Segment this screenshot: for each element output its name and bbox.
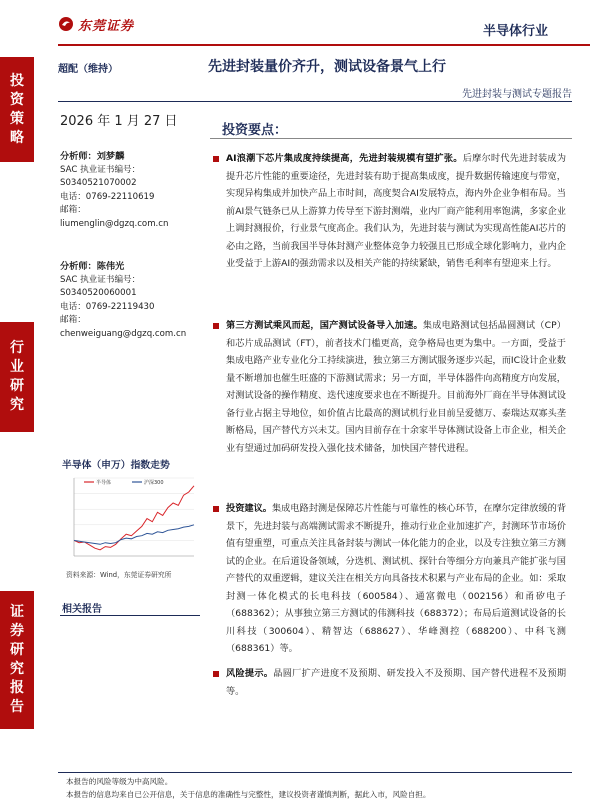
key-points-divider — [210, 138, 572, 139]
footer-risk-level: 本报告的风险等级为中高风险。 — [66, 777, 173, 786]
key-point-body: 后摩尔时代先进封装成为提升芯片性能的重要途径，先进封装有助于提高集成度，提升数据传输速度与带宽，实现异构集成并加快产品上市时间，高度契合AI发展特点，海内外企业争相布局。当前AI景气链条已从上游算力传导至下游封测端，业内厂商产能利用率饱满，多家企业上调封测报价，行业景气度高企。我们认为，先进封装与测试为实现高性能AI芯片的必由之路，当前我国半导体封测产业整体竞争力较强且已形成全球化影响力，业内企业受益于上游AI的强劲需求以及相关产能的持续紧缺，销售毛利率有望迎来上行。 — [226, 153, 567, 269]
key-point-paragraph — [226, 317, 566, 457]
sidebar-tag-strategy — [0, 57, 34, 162]
analyst-name: 分析师：刘梦麟 — [60, 151, 125, 162]
chart-legend-label: 沪深300 — [144, 480, 164, 486]
industry-label: 半导体行业 — [482, 24, 548, 39]
title-divider — [58, 101, 572, 102]
analyst-sac-label: SAC 执业证书编号： — [60, 274, 141, 285]
analyst-sac-number: S0340521070002 — [60, 178, 137, 189]
key-point-body: 集成电路测试包括晶圆测试（CP）和芯片成品测试（FT），前者技术门槛更高，竞争格局也更为集中。一方面，受益于集成电路产业专业化分工持续演进，独立第三方测试服务逐步兴起，而IC设计企业数量不断增加也催生旺盛的下游测试需求；另一方面，半导体器件向高精度方向发展，对测试设备的操作精度、迭代速度要求也在不断提升。目前海外厂商在半导体测试设备行业占据主导地位，如价值占比最高的测试机行业目前呈爱德万、泰瑞达双寡头垄断格局，国产替代方兴未艾。国内目前存在十余家半导体测试设备上市企业，相关企业有望通过加码研发投入强化技术储备，加快国产替代进程。 — [226, 320, 566, 454]
brand-logo — [58, 14, 134, 34]
bullet-marker — [213, 323, 219, 329]
key-points-title: 投资要点： — [222, 123, 288, 138]
analyst-block — [60, 150, 200, 232]
key-point-lead: AI浪潮下芯片集成度持续提高，先进封装规模有望扩张。 — [226, 153, 463, 164]
key-point-lead: 第三方测试乘风而起，国产测试设备导入加速。 — [226, 320, 423, 331]
bullet-marker — [213, 156, 219, 162]
index-chart — [60, 470, 200, 570]
sidebar-tag-label: 行业研究 — [10, 340, 24, 413]
analyst-email-label: 邮箱： — [60, 205, 86, 216]
key-point-body: 集成电路封测是保障芯片性能与可靠性的核心环节，在摩尔定律放缓的背景下，先进封装与高端测试需求不断提升，推动行业企业加速扩产，封测环节市场价值有望重塑，可重点关注具备封装与测试一体化能力的企业，以及专注独立第三方测试的企业。在后道设备领域，分选机、测试机、探针台等细分方向兼具产能扩张与国产替代的双重逻辑，建议关注在相关方向具备技术积累与产业布局的企业。如：采取封测一体化模式的长电科技（600584）、通富微电（002156）和甬矽电子（688362）；从事独立第三方测试的伟测科技（688372）；布局后道测试设备的长川科技（300604）、精智达（688627）、华峰测控（688200）、中科飞测（688361）等。 — [226, 503, 567, 654]
analyst-email-label: 邮箱： — [60, 315, 86, 326]
chart-title: 半导体（申万）指数走势 — [62, 460, 170, 471]
brand-logo-icon — [58, 16, 74, 32]
report-subtitle: 先进封装与测试专题报告 — [462, 89, 572, 100]
analyst-block — [60, 260, 200, 342]
footer-divider — [58, 772, 572, 773]
chart-source: 资料来源：Wind，东莞证券研究所 — [66, 571, 172, 579]
chart-legend-label: 半导体 — [96, 480, 112, 486]
analyst-name: 分析师：陈伟光 — [60, 261, 125, 272]
rating-label: 超配（维持） — [58, 64, 118, 75]
report-title: 先进封装量价齐升，测试设备景气上行 — [208, 59, 446, 75]
analyst-phone: 电话：0769-22110619 — [60, 191, 155, 202]
related-reports-title: 相关报告 — [62, 604, 102, 615]
header-divider — [58, 44, 590, 46]
analyst-email[interactable]: chenweiguang@dgzq.com.cn — [60, 328, 187, 339]
footer-disclaimer: 本报告的信息均来自已公开信息，关于信息的准确性与完整性，建议投资者谨慎判断，据此入市，风险自担。 — [66, 790, 431, 799]
analyst-phone: 电话：0769-22119430 — [60, 301, 155, 312]
sidebar-tag-industry — [0, 322, 34, 432]
key-point-paragraph — [226, 500, 566, 658]
analyst-sac-number: S0340520060001 — [60, 288, 137, 299]
chart-series-line — [74, 525, 194, 545]
sidebar-tag-label: 投资策略 — [10, 72, 24, 146]
key-point-paragraph — [226, 665, 566, 700]
brand-name: 东莞证券 — [78, 18, 135, 34]
sidebar-tag-report — [0, 591, 34, 729]
bullet-marker — [213, 671, 219, 677]
related-reports-divider — [60, 615, 200, 616]
analyst-sac-label: SAC 执业证书编号： — [60, 164, 141, 175]
key-point-paragraph — [226, 150, 566, 273]
key-point-lead: 风险提示。 — [226, 668, 274, 679]
analyst-email[interactable]: liumenglin@dgzq.com.cn — [60, 218, 169, 229]
index-chart-svg — [60, 470, 200, 570]
key-point-body: 晶圆厂扩产进度不及预期、研发投入不及预期、国产替代进程不及预期等。 — [226, 668, 567, 697]
sidebar-tag-label: 证券研究报告 — [10, 604, 24, 715]
bullet-marker — [213, 506, 219, 512]
report-date: 2026 年 1 月 27 日 — [60, 114, 178, 129]
page-header — [0, 0, 600, 46]
key-point-lead: 投资建议。 — [226, 503, 272, 514]
